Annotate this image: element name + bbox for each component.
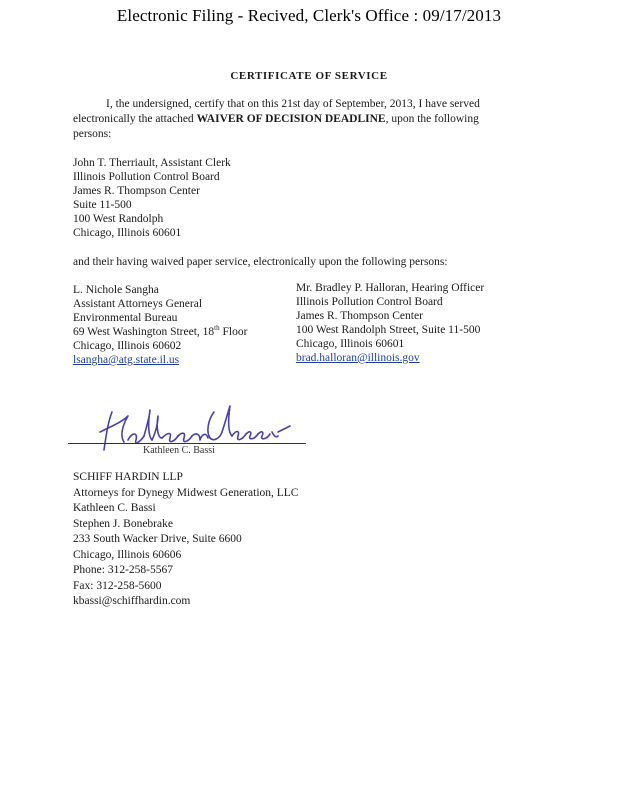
address-line: Chicago, Illinois 60601 [73,227,182,239]
recipient-organization: Illinois Pollution Control Board [296,296,443,308]
address-line: Suite 11-500 [73,199,132,211]
firm-signature-block [73,470,298,610]
filing-stamp: Electronic Filing - Recived, Clerk's Office : 09/17/2013 [116,6,502,25]
firm-street: 233 South Wacker Drive, Suite 6600 [73,533,242,545]
firm-email: kbassi@schiffhardin.com [73,595,191,607]
recipient-email-link[interactable]: lsangha@atg.state.il.us [73,354,180,366]
firm-city: Chicago, Illinois 60606 [73,548,182,561]
recipient-building: James R. Thompson Center [296,310,423,322]
document-name: WAIVER OF DECISION DEADLINE [196,113,386,125]
address-line: 100 West Randolph [73,213,164,225]
street-text: 69 West Washington Street, 18 [73,326,215,338]
intro-text-after: , upon the following persons: [73,113,479,140]
signer-name: Kathleen C. Bassi [143,445,215,456]
attorney-name: Stephen J. Bonebrake [73,517,173,530]
right-recipient-block [296,281,484,365]
recipient-street [73,325,247,339]
firm-fax: Fax: 312-258-5600 [73,579,162,592]
address-line: John T. Therriault, Assistant Clerk [73,157,231,169]
recipient-department: Environmental Bureau [73,312,178,324]
recipient-street: 100 West Randolph Street, Suite 11-500 [296,324,481,336]
firm-phone: Phone: 312-258-5567 [73,564,173,576]
ordinal-suffix: th [214,324,220,333]
left-recipient-block [73,283,247,367]
attorney-name: Kathleen C. Bassi [73,502,156,514]
recipient-name: L. Nichole Sangha [73,284,159,296]
recipient-city: Chicago, Illinois 60602 [73,340,182,352]
street-text-end: Floor [219,326,248,338]
signature-line [68,443,306,444]
address-line: Illinois Pollution Control Board [73,171,220,183]
firm-role: Attorneys for Dynegy Midwest Generation, LLC [73,486,299,499]
recipient-email-link[interactable]: brad.halloran@illinois.gov [296,352,420,364]
firm-name: SCHIFF HARDIN LLP [73,471,183,483]
address-line: James R. Thompson Center [73,185,200,197]
recipient-name: Mr. Bradley P. Halloran, Hearing Officer [296,282,485,294]
document-title: CERTIFICATE OF SERVICE [230,70,388,82]
primary-recipient-address [73,156,231,240]
recipient-title: Assistant Attorneys General [73,298,203,310]
intro-text-before: I, the undersigned, certify that on this 21st day of September, 2013, I have served electronically the attached [73,98,480,125]
intro-paragraph [73,97,505,142]
waived-service-text: and their having waived paper service, electronically upon the following persons: [73,256,448,268]
recipient-city: Chicago, Illinois 60601 [296,338,405,350]
